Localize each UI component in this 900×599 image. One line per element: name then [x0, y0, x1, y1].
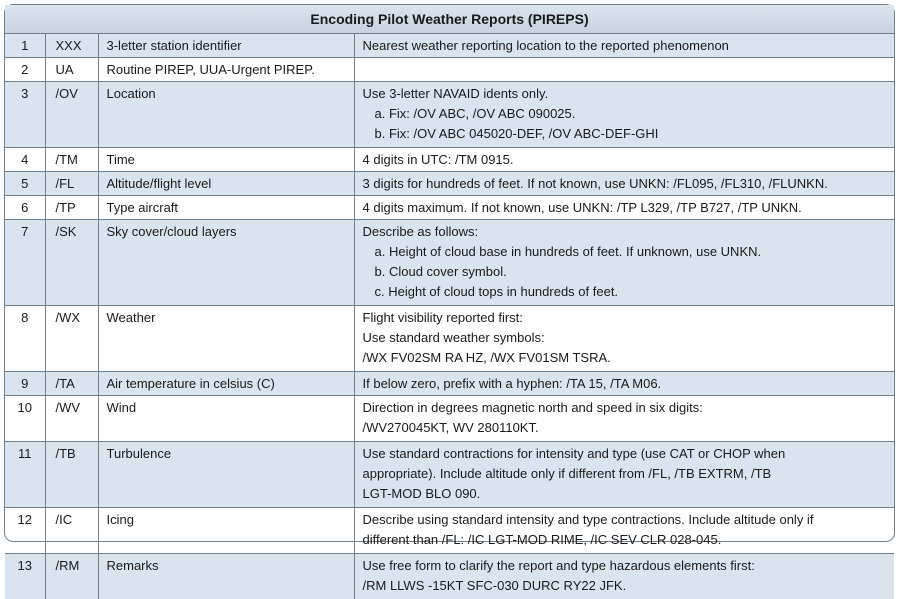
- table-row: [5, 220, 894, 306]
- element-code: /TP: [45, 196, 98, 220]
- detail-line: Flight visibility reported first:: [363, 308, 891, 328]
- encoding-detail: [354, 396, 894, 442]
- encoding-detail: [354, 172, 894, 196]
- detail-line: b. Fix: /OV ABC 045020-DEF, /OV ABC-DEF-GHI: [363, 124, 891, 144]
- table-row: [5, 196, 894, 220]
- encoding-detail: [354, 82, 894, 148]
- encoding-detail: [354, 508, 894, 554]
- element-description: Wind: [98, 396, 354, 442]
- detail-line-empty: [363, 60, 891, 80]
- table-row: [5, 82, 894, 148]
- row-number: 2: [5, 58, 45, 82]
- element-code: /SK: [45, 220, 98, 306]
- element-description: Turbulence: [98, 442, 354, 508]
- table-row: [5, 58, 894, 82]
- element-description: Routine PIREP, UUA-Urgent PIREP.: [98, 58, 354, 82]
- encoding-detail: [354, 34, 894, 58]
- element-code: /WX: [45, 306, 98, 372]
- row-number: 3: [5, 82, 45, 148]
- row-number: 6: [5, 196, 45, 220]
- table-row: [5, 554, 894, 599]
- encoding-detail: [354, 554, 894, 599]
- detail-line: Use standard contractions for intensity and type (use CAT or CHOP when: [363, 444, 891, 464]
- row-number: 5: [5, 172, 45, 196]
- table-body: [5, 34, 894, 599]
- element-description: Weather: [98, 306, 354, 372]
- pireps-table-frame: [4, 4, 895, 542]
- element-code: UA: [45, 58, 98, 82]
- row-number: 4: [5, 148, 45, 172]
- element-description: Remarks: [98, 554, 354, 599]
- table-row: [5, 34, 894, 58]
- detail-line: Direction in degrees magnetic north and speed in six digits:: [363, 398, 891, 418]
- detail-line: If below zero, prefix with a hyphen: /TA 15, /TA M06.: [363, 374, 891, 394]
- element-code: XXX: [45, 34, 98, 58]
- table-row: [5, 172, 894, 196]
- element-description: Type aircraft: [98, 196, 354, 220]
- element-code: /RM: [45, 554, 98, 599]
- element-description: Time: [98, 148, 354, 172]
- detail-line: 4 digits in UTC: /TM 0915.: [363, 150, 891, 170]
- detail-line: Describe using standard intensity and type contractions. Include altitude only if: [363, 510, 891, 530]
- element-code: /IC: [45, 508, 98, 554]
- encoding-detail: [354, 196, 894, 220]
- detail-line: 3 digits for hundreds of feet. If not known, use UNKN: /FL095, /FL310, /FLUNKN.: [363, 174, 891, 194]
- detail-line: Use standard weather symbols:: [363, 328, 891, 348]
- detail-line: a. Fix: /OV ABC, /OV ABC 090025.: [363, 104, 891, 124]
- detail-line: Use 3-letter NAVAID idents only.: [363, 84, 891, 104]
- element-description: Location: [98, 82, 354, 148]
- table-row: [5, 396, 894, 442]
- element-code: /TB: [45, 442, 98, 508]
- row-number: 12: [5, 508, 45, 554]
- row-number: 8: [5, 306, 45, 372]
- encoding-detail: [354, 220, 894, 306]
- table-row: [5, 508, 894, 554]
- detail-line: b. Cloud cover symbol.: [363, 262, 891, 282]
- element-code: /FL: [45, 172, 98, 196]
- row-number: 7: [5, 220, 45, 306]
- detail-line: appropriate). Include altitude only if different from /FL, /TB EXTRM, /TB: [363, 464, 891, 484]
- row-number: 10: [5, 396, 45, 442]
- table-title: Encoding Pilot Weather Reports (PIREPS): [5, 5, 894, 34]
- detail-line: a. Height of cloud base in hundreds of feet. If unknown, use UNKN.: [363, 242, 891, 262]
- element-description: Air temperature in celsius (C): [98, 372, 354, 396]
- element-description: Sky cover/cloud layers: [98, 220, 354, 306]
- encoding-detail: [354, 372, 894, 396]
- element-code: /WV: [45, 396, 98, 442]
- row-number: 11: [5, 442, 45, 508]
- row-number: 13: [5, 554, 45, 599]
- pireps-table: [5, 34, 894, 599]
- element-description: 3-letter station identifier: [98, 34, 354, 58]
- encoding-detail: [354, 442, 894, 508]
- table-row: [5, 442, 894, 508]
- table-row: [5, 306, 894, 372]
- detail-line: /RM LLWS -15KT SFC-030 DURC RY22 JFK.: [363, 576, 891, 596]
- element-description: Altitude/flight level: [98, 172, 354, 196]
- detail-line: different than /FL: /IC LGT-MOD RIME, /IC SEV CLR 028-045.: [363, 530, 891, 550]
- detail-line: Nearest weather reporting location to the reported phenomenon: [363, 36, 891, 56]
- table-row: [5, 372, 894, 396]
- element-code: /TM: [45, 148, 98, 172]
- detail-line: Describe as follows:: [363, 222, 891, 242]
- encoding-detail: [354, 148, 894, 172]
- element-code: /TA: [45, 372, 98, 396]
- encoding-detail: [354, 58, 894, 82]
- detail-line: c. Height of cloud tops in hundreds of feet.: [363, 282, 891, 302]
- row-number: 1: [5, 34, 45, 58]
- detail-line: /WX FV02SM RA HZ, /WX FV01SM TSRA.: [363, 348, 891, 368]
- detail-line: Use free form to clarify the report and type hazardous elements first:: [363, 556, 891, 576]
- encoding-detail: [354, 306, 894, 372]
- row-number: 9: [5, 372, 45, 396]
- detail-line: 4 digits maximum. If not known, use UNKN: /TP L329, /TP B727, /TP UNKN.: [363, 198, 891, 218]
- detail-line: /WV270045KT, WV 280110KT.: [363, 418, 891, 438]
- detail-line: LGT-MOD BLO 090.: [363, 484, 891, 504]
- table-row: [5, 148, 894, 172]
- element-description: Icing: [98, 508, 354, 554]
- element-code: /OV: [45, 82, 98, 148]
